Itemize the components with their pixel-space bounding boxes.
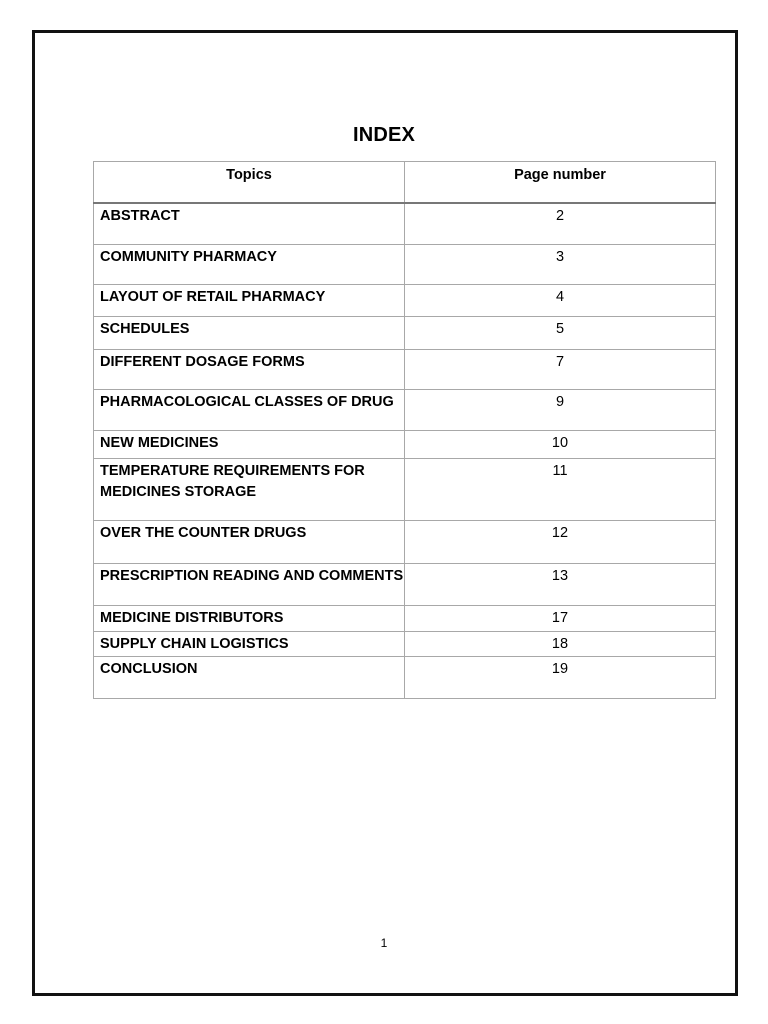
index-table: [93, 161, 716, 699]
table-row: [94, 632, 716, 657]
footer-page-number: 1: [380, 936, 388, 950]
row-page-number: 7: [405, 350, 716, 390]
row-topic: TEMPERATURE REQUIREMENTS FOR MEDICINES STORAGE: [94, 459, 405, 521]
row-page-number: 11: [405, 459, 716, 521]
row-page-number: 10: [405, 431, 716, 459]
row-page-number: 9: [405, 390, 716, 431]
row-page-number: 3: [405, 245, 716, 285]
row-page-number: 19: [405, 657, 716, 699]
row-page-number: 4: [405, 285, 716, 317]
row-topic: CONCLUSION: [94, 657, 405, 699]
table-row: [94, 521, 716, 564]
row-topic: COMMUNITY PHARMACY: [94, 245, 405, 285]
row-topic: MEDICINE DISTRIBUTORS: [94, 606, 405, 632]
row-page-number: 2: [405, 203, 716, 245]
table-row: [94, 657, 716, 699]
row-topic: PRESCRIPTION READING AND COMMENTS: [94, 564, 405, 606]
row-topic: SUPPLY CHAIN LOGISTICS: [94, 632, 405, 657]
page-title: INDEX: [352, 124, 416, 146]
row-page-number: 13: [405, 564, 716, 606]
table-row: [94, 431, 716, 459]
row-topic: LAYOUT OF RETAIL PHARMACY: [94, 285, 405, 317]
table-row: [94, 285, 716, 317]
table-row: [94, 317, 716, 350]
row-page-number: 12: [405, 521, 716, 564]
table-row: [94, 350, 716, 390]
row-topic: PHARMACOLOGICAL CLASSES OF DRUG: [94, 390, 405, 431]
table-row: [94, 245, 716, 285]
column-header-page-number: Page number: [405, 162, 716, 203]
row-page-number: 17: [405, 606, 716, 632]
row-page-number: 18: [405, 632, 716, 657]
row-topic: SCHEDULES: [94, 317, 405, 350]
row-topic: DIFFERENT DOSAGE FORMS: [94, 350, 405, 390]
row-topic: NEW MEDICINES: [94, 431, 405, 459]
row-topic: ABSTRACT: [94, 203, 405, 245]
table-row: [94, 564, 716, 606]
table-header-row: [94, 162, 716, 203]
table-row: [94, 606, 716, 632]
row-topic: OVER THE COUNTER DRUGS: [94, 521, 405, 564]
row-page-number: 5: [405, 317, 716, 350]
column-header-topics: Topics: [94, 162, 405, 203]
table-row: [94, 459, 716, 521]
table-row: [94, 203, 716, 245]
table-row: [94, 390, 716, 431]
